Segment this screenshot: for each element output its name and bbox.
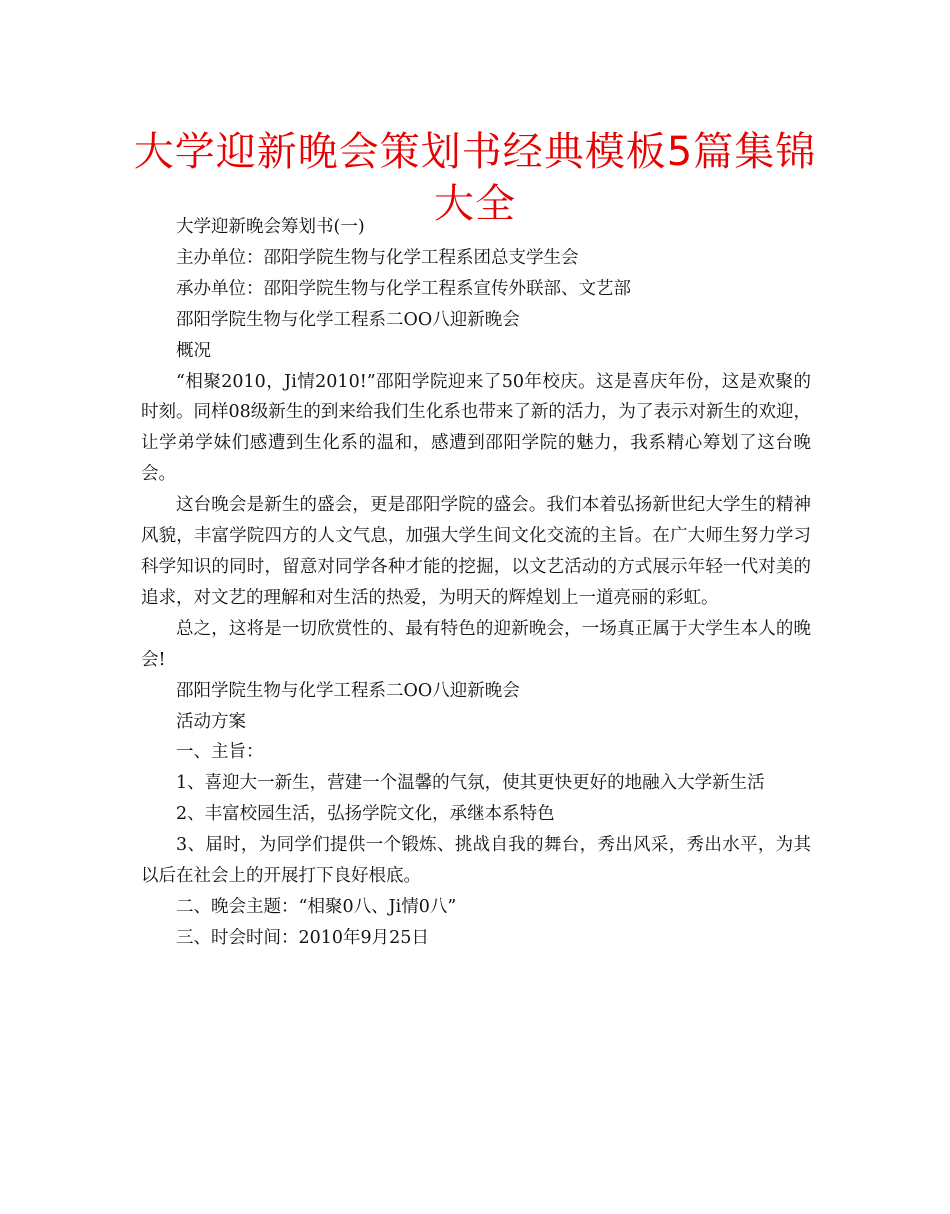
paragraph-item-3: 3、届时，为同学们提供一个锻炼、挑战自我的舞台，秀出风采，秀出水平，为其以后在社会上的开展打下良好根底。 — [141, 835, 811, 887]
paragraph-plan-label: 活动方案 — [176, 711, 246, 732]
paragraph-coorganizer: 承办单位：邵阳学院生物与化学工程系宣传外联部、文艺部 — [176, 278, 631, 299]
paragraph-overview-2: 这台晚会是新生的盛会，更是邵阳学院的盛会。我们本着弘扬新世纪大学生的精神风貌，丰富学院四方的人文气息，加强大学生间文化交流的主旨。在广大师生努力学习科学知识的同时，留意对同学各种才能的挖掘，以文艺活动的方式展示年轻一代对美的追求，对文艺的理解和对生活的热爱，为明天的辉煌划上一道亮丽的彩虹。 — [141, 495, 811, 608]
paragraph-organizer: 主办单位：邵阳学院生物与化学工程系团总支学生会 — [176, 247, 579, 268]
paragraph-section-1: 一、主旨： — [176, 742, 264, 763]
paragraph-event-name: 邵阳学院生物与化学工程系二OO八迎新晚会 — [176, 309, 520, 330]
document-body — [141, 212, 811, 954]
paragraph-section-3: 三、时会时间：2010年9月25日 — [176, 927, 429, 948]
paragraph-section-2: 二、晚会主题：“相聚0八、Ji情0八” — [176, 896, 457, 917]
paragraph-overview-label: 概况 — [176, 340, 211, 361]
document-title: 大学迎新晚会策划书经典模板5篇集锦大全 — [133, 129, 817, 227]
paragraph-overview-1: “相聚2010，Ji情2010!”邵阳学院迎来了50年校庆。这是喜庆年份，这是欢聚的时刻。同样08级新生的到来给我们生化系也带来了新的活力，为了表示对新生的欢迎，让学弟学妹们感遭到生化系的温和，感遭到邵阳学院的魅力，我系精心筹划了这台晚会。 — [141, 371, 811, 485]
paragraph-event-name-2: 邵阳学院生物与化学工程系二OO八迎新晚会 — [176, 680, 520, 701]
paragraph-overview-3: 总之，这将是一切欣赏性的、最有特色的迎新晚会，一场真正属于大学生本人的晚会! — [141, 618, 811, 670]
paragraph-item-1: 1、喜迎大一新生，营建一个温馨的气氛，使其更快更好的地融入大学新生活 — [176, 773, 765, 794]
paragraph-item-2: 2、丰富校园生活，弘扬学院文化，承继本系特色 — [176, 804, 555, 825]
paragraph-heading: 大学迎新晚会筹划书(一) — [176, 217, 365, 237]
